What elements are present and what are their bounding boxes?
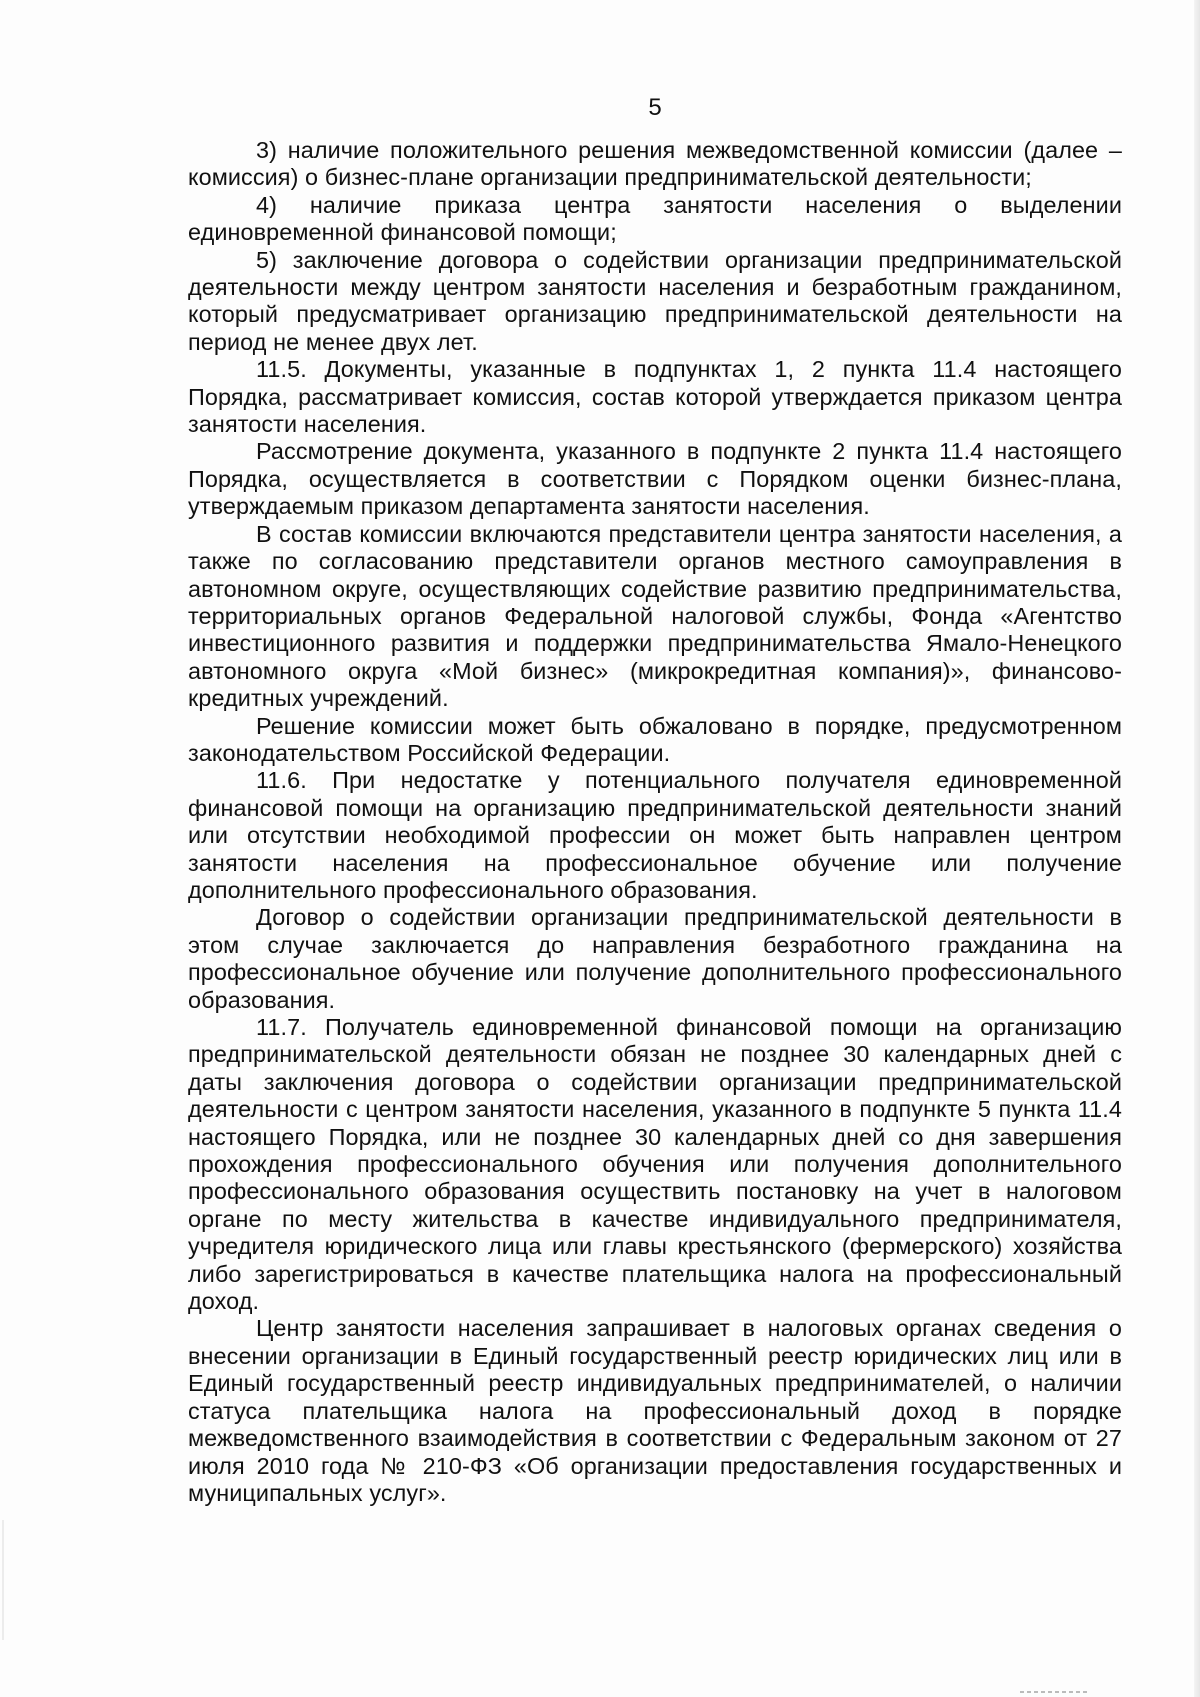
paragraph-appeal: Решение комиссии может быть обжаловано в порядке, предусмотренном законодательством Российской Федерации. <box>188 712 1122 766</box>
scan-artifact <box>2 1520 4 1640</box>
paragraph-review-procedure: Рассмотрение документа, указанного в подпункте 2 пункта 11.4 настоящего Порядка, осуществляется в соответствии с Порядком оценки бизнес-плана, утверждаемым приказом департамента занятости населения. <box>188 438 1122 520</box>
paragraph-commission-composition: В состав комиссии включаются представители центра занятости населения, а также по согласованию представители органов местного самоуправления в автономном округе, осуществляющих содействие развитию предпринимательства, территориальных органов Федеральной налоговой службы, Фонда «Агентство инвестиционного развития и поддержки предпринимательства Ямало-Ненецкого автономного округа «Мой бизнес» (микрокредитная компания)», финансово-кредитных учреждений. <box>188 520 1122 712</box>
page-number: 5 <box>648 94 662 121</box>
document-body <box>188 137 1122 1507</box>
scan-edge <box>1194 0 1200 1697</box>
paragraph-11-5: 11.5. Документы, указанные в подпунктах 1, 2 пункта 11.4 настоящего Порядка, рассматривает комиссия, состав которой утверждается приказом центра занятости населения. <box>188 356 1122 438</box>
scan-artifact <box>1020 1691 1090 1693</box>
paragraph-11-6: 11.6. При недостатке у потенциального получателя единовременной финансовой помощи на организацию предпринимательской деятельности знаний или отсутствии необходимой профессии он может быть направлен центром занятости населения на профессиональное обучение или получение дополнительного профессионального образования. <box>188 767 1122 903</box>
paragraph-item-5: 5) заключение договора о содействии организации предпринимательской деятельности между центром занятости населения и безработным гражданином, который предусматривает организацию предпринимательской деятельности на период не менее двух лет. <box>188 246 1122 355</box>
paragraph-11-7: 11.7. Получатель единовременной финансовой помощи на организацию предпринимательской деятельности обязан не позднее 30 календарных дней с даты заключения договора о содействии организации предпринимательской деятельности с центром занятости населения, указанного в подпункте 5 пункта 11.4 настоящего Порядка, или не позднее 30 календарных дней со дня завершения прохождения профессионального обучения или получения дополнительного профессионального образования осуществить постановку на учет в налоговом органе по месту жительства в качестве индивидуального предпринимателя, учредителя юридического лица или главы крестьянского (фермерского) хозяйства либо зарегистрироваться в качестве плательщика налога на профессиональный доход. <box>188 1014 1122 1315</box>
paragraph-tax-inquiry: Центр занятости населения запрашивает в налоговых органах сведения о внесении организации в Единый государственный реестр юридических лиц или в Единый государственный реестр индивидуальных предпринимателей, о наличии статуса плательщика налога на профессиональный доход в порядке межведомственного взаимодействия в соответствии с Федеральным законом от 27 июля 2010 года № 210-ФЗ «Об организации предоставления государственных и муниципальных услуг». <box>188 1315 1122 1506</box>
paragraph-contract-timing: Договор о содействии организации предпринимательской деятельности в этом случае заключается до направления безработного гражданина на профессиональное обучение или получение дополнительного профессионального образования. <box>188 904 1122 1013</box>
paragraph-item-4: 4) наличие приказа центра занятости населения о выделении единовременной финансовой помощи; <box>188 191 1122 246</box>
paragraph-item-3: 3) наличие положительного решения межведомственной комиссии (далее – комиссия) о бизнес-плане организации предпринимательской деятельности; <box>188 137 1122 191</box>
